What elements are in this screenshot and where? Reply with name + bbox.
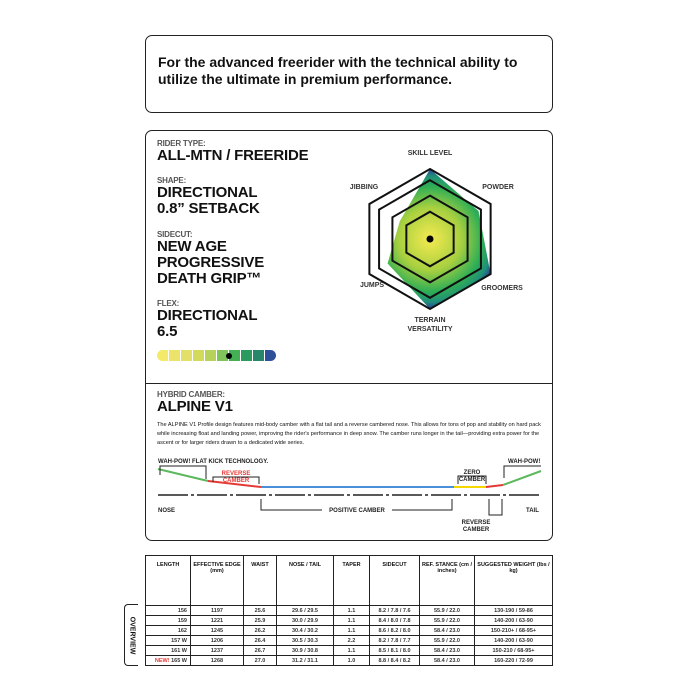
cell-value: 159 — [177, 617, 187, 624]
flex-segment — [169, 350, 180, 361]
col-waist: WAIST — [244, 556, 277, 606]
cell-value: 1237 — [210, 647, 224, 654]
radar-center-dot — [427, 236, 434, 243]
col-length: LENGTH — [146, 556, 191, 606]
specs-table — [145, 555, 553, 666]
tail-reverse-camber-label: REVERSE — [461, 520, 491, 526]
reverse-camber-label: REVERSE — [221, 471, 251, 477]
wah-pow-flat-label: WAH-POW! FLAT KICK TECHNOLOGY. — [158, 459, 269, 465]
table-cell — [420, 656, 475, 666]
flex-segment — [229, 350, 240, 361]
cell-value: 130-190 / 59-86 — [494, 607, 533, 614]
camber-label: HYBRID CAMBER: — [157, 390, 225, 399]
tail-reverse-camber-label: CAMBER — [462, 527, 490, 533]
cell-value: 156 — [177, 607, 187, 614]
table-cell — [334, 636, 370, 646]
cell-value: 2.2 — [347, 637, 356, 644]
reverse-camber-label: CAMBER — [222, 478, 250, 484]
nose-label: NOSE — [158, 508, 176, 514]
cell-value: 25.6 — [254, 607, 266, 614]
cell-value: 8.5 / 8.1 / 8.0 — [378, 647, 411, 654]
flex-segment — [241, 350, 252, 361]
zero-camber-label: CAMBER — [458, 477, 486, 483]
table-row — [146, 646, 553, 656]
col-taper: TAPER — [334, 556, 370, 606]
cell-value: 29.6 / 29.5 — [292, 607, 318, 614]
cell-value: 26.4 — [254, 637, 266, 644]
radar-axis-label: TERRAIN — [414, 317, 446, 324]
table-cell — [277, 646, 334, 656]
cell-value: 1206 — [210, 637, 224, 644]
radar-axis-label: SKILL LEVEL — [407, 150, 453, 157]
cell-value: 58.4 / 23.0 — [434, 657, 460, 664]
tail-kick-line — [503, 471, 541, 485]
cell-value: 30.4 / 30.2 — [292, 627, 318, 634]
cell-value: 31.2 / 31.1 — [292, 657, 318, 664]
cell-value: 160-220 / 72-99 — [494, 657, 533, 664]
specs-panel — [145, 130, 553, 541]
divider — [146, 383, 552, 384]
tail-label: TAIL — [526, 508, 539, 514]
cell-value: 30.9 / 30.8 — [292, 647, 318, 654]
radar-axis-label: JUMPS — [359, 282, 385, 289]
camber-name: ALPINE V1 — [157, 398, 233, 415]
shape — [157, 176, 260, 217]
table-cell — [370, 636, 420, 646]
col-ref-stance: REF. STANCE (cm / inches) — [420, 556, 475, 606]
col-suggested-weight: SUGGESTED WEIGHT (lbs / kg) — [475, 556, 553, 606]
table-cell — [475, 646, 553, 656]
col-nose-tail: NOSE / TAIL — [277, 556, 334, 606]
table-cell — [277, 626, 334, 636]
table-cell — [420, 646, 475, 656]
rider-type-value: ALL-MTN / FREERIDE — [157, 147, 309, 164]
flex-segment — [193, 350, 204, 361]
table-cell — [370, 616, 420, 626]
flex-segment — [157, 350, 168, 361]
sidecut-value: NEW AGE — [157, 238, 227, 255]
table-cell — [146, 646, 191, 656]
table-cell — [244, 616, 277, 626]
cell-value: 26.7 — [254, 647, 266, 654]
cell-value: 8.4 / 8.0 / 7.8 — [378, 617, 411, 624]
cell-value: 25.9 — [254, 617, 266, 624]
table-cell — [420, 616, 475, 626]
table-cell — [244, 606, 277, 616]
table-cell — [475, 616, 553, 626]
table-cell — [420, 626, 475, 636]
rider-type-label: RIDER TYPE: — [157, 139, 206, 148]
sidecut-value: PROGRESSIVE — [157, 254, 264, 271]
zero-camber-label: ZERO — [463, 470, 481, 476]
table-cell — [420, 636, 475, 646]
cell-value: 150-210 / 68-95+ — [492, 647, 535, 654]
cell-value: 58.4 / 23.0 — [434, 647, 460, 654]
flex — [157, 299, 257, 340]
cell-value: 55.9 / 22.0 — [434, 607, 460, 614]
overview-tab[interactable] — [124, 604, 138, 666]
table-cell — [420, 606, 475, 616]
table-cell — [191, 616, 244, 626]
rider-type — [157, 139, 308, 164]
table-cell — [191, 626, 244, 636]
radar-axis-label: GROOMERS — [481, 285, 523, 292]
cell-value: 161 W — [171, 647, 187, 654]
flex-scale — [157, 350, 276, 361]
flex-segment — [205, 350, 216, 361]
camber-diagram — [146, 453, 554, 539]
table-cell — [277, 656, 334, 666]
table-cell — [146, 626, 191, 636]
cell-value: 157 W — [171, 637, 187, 644]
sidecut — [157, 230, 264, 287]
flex-segment — [253, 350, 264, 361]
table-cell — [475, 606, 553, 616]
table-cell — [370, 646, 420, 656]
table-cell — [277, 636, 334, 646]
table-header-row — [146, 556, 553, 606]
table-row — [146, 656, 553, 666]
cell-value: 30.0 / 29.9 — [292, 617, 318, 624]
shape-value: DIRECTIONAL — [157, 184, 258, 201]
cell-value: 1221 — [210, 617, 224, 624]
table-cell — [370, 656, 420, 666]
nose-kick-line — [158, 469, 208, 481]
table-cell — [146, 636, 191, 646]
radar-axis-label: VERSATILITY — [407, 326, 453, 333]
table-cell — [370, 626, 420, 636]
cell-value: 58.4 / 23.0 — [434, 627, 460, 634]
radar-chart — [326, 141, 546, 351]
sidecut-value: DEATH GRIP™ — [157, 270, 262, 287]
table-row — [146, 626, 553, 636]
table-cell — [475, 656, 553, 666]
cell-value: 162 — [177, 627, 187, 634]
cell-value: 140-200 / 63-90 — [494, 617, 533, 624]
positive-camber-label: POSITIVE CAMBER — [329, 508, 385, 514]
radar-axis-label: POWDER — [482, 184, 514, 191]
tail-reverse-camber-line — [486, 485, 503, 487]
shape-value: 0.8” SETBACK — [157, 200, 260, 217]
col-sidecut: SIDECUT — [370, 556, 420, 606]
tagline-box — [145, 35, 553, 113]
cell-value: 26.2 — [254, 627, 266, 634]
new-badge: NEW! — [154, 657, 170, 664]
camber-description: The ALPINE V1 Profile design features mid-body camber with a flat tail and a reverse cambered nose. This allows for tons of pop and stability on hard pack while increasing float and landing power, improving the rider's performance in deep snow. The camber runs longer in the tail—providing extra power for the ascent or for larger riders drawn to a dedicated wide series. — [157, 422, 541, 446]
flex-marker — [226, 353, 232, 359]
flex-segment — [181, 350, 192, 361]
cell-value: 1245 — [210, 627, 224, 634]
cell-value: 1268 — [210, 657, 224, 664]
table-cell — [475, 636, 553, 646]
table-cell — [370, 606, 420, 616]
shape-label: SHAPE: — [157, 176, 187, 185]
wah-pow-label: WAH-POW! — [508, 459, 541, 465]
tagline-text: For the advanced freerider with the technical ability to utilize the ultimate in premium performance. — [158, 54, 518, 87]
cell-value: 1.1 — [347, 617, 356, 624]
cell-value: 27.0 — [254, 657, 266, 664]
cell-value: 1.0 — [347, 657, 356, 664]
table-cell — [146, 606, 191, 616]
table-row — [146, 606, 553, 616]
overview-tab-label: OVERVIEW — [128, 616, 136, 654]
cell-value: 8.6 / 8.2 / 8.0 — [378, 627, 411, 634]
cell-value: 140-200 / 63-90 — [494, 637, 533, 644]
col-effective-edge: EFFECTIVE EDGE (mm) — [191, 556, 244, 606]
cell-value: 8.2 / 7.8 / 7.7 — [378, 637, 411, 644]
cell-value: 1197 — [211, 607, 223, 614]
flex-segment — [265, 350, 276, 361]
table-cell — [334, 616, 370, 626]
flex-value: DIRECTIONAL — [157, 307, 258, 324]
table-row — [146, 616, 553, 626]
cell-value: 150-210+ / 68-95+ — [490, 627, 537, 634]
cell-value: 1.1 — [347, 647, 356, 654]
table-cell — [334, 656, 370, 666]
cell-value: 55.9 / 22.0 — [434, 617, 460, 624]
table-cell — [191, 656, 244, 666]
table-cell — [191, 636, 244, 646]
table-cell — [244, 626, 277, 636]
table-cell — [191, 606, 244, 616]
flex-label: FLEX: — [157, 299, 180, 308]
cell-value: 1.1 — [347, 627, 356, 634]
flex-number: 6.5 — [157, 323, 178, 340]
table-cell — [277, 606, 334, 616]
table-cell — [277, 616, 334, 626]
radar-axis-label: JIBBING — [349, 184, 379, 191]
cell-value: 8.2 / 7.8 / 7.6 — [378, 607, 411, 614]
cell-value: 55.9 / 22.0 — [434, 637, 460, 644]
table-cell — [334, 626, 370, 636]
table-cell — [244, 636, 277, 646]
table-cell — [191, 646, 244, 656]
table-cell — [146, 616, 191, 626]
table-row — [146, 636, 553, 646]
camber-heading — [157, 390, 233, 415]
cell-value: 8.8 / 8.4 / 8.2 — [378, 657, 411, 664]
table-cell — [244, 656, 277, 666]
cell-value: 165 W — [171, 657, 187, 664]
cell-value: 30.5 / 30.3 — [292, 637, 318, 644]
cell-value: 1.1 — [347, 607, 356, 614]
table-cell — [334, 646, 370, 656]
sidecut-label: SIDECUT: — [157, 230, 193, 239]
radar-data-area — [388, 169, 491, 309]
table-cell — [146, 656, 191, 666]
table-cell — [475, 626, 553, 636]
table-cell — [334, 606, 370, 616]
table-cell — [244, 646, 277, 656]
